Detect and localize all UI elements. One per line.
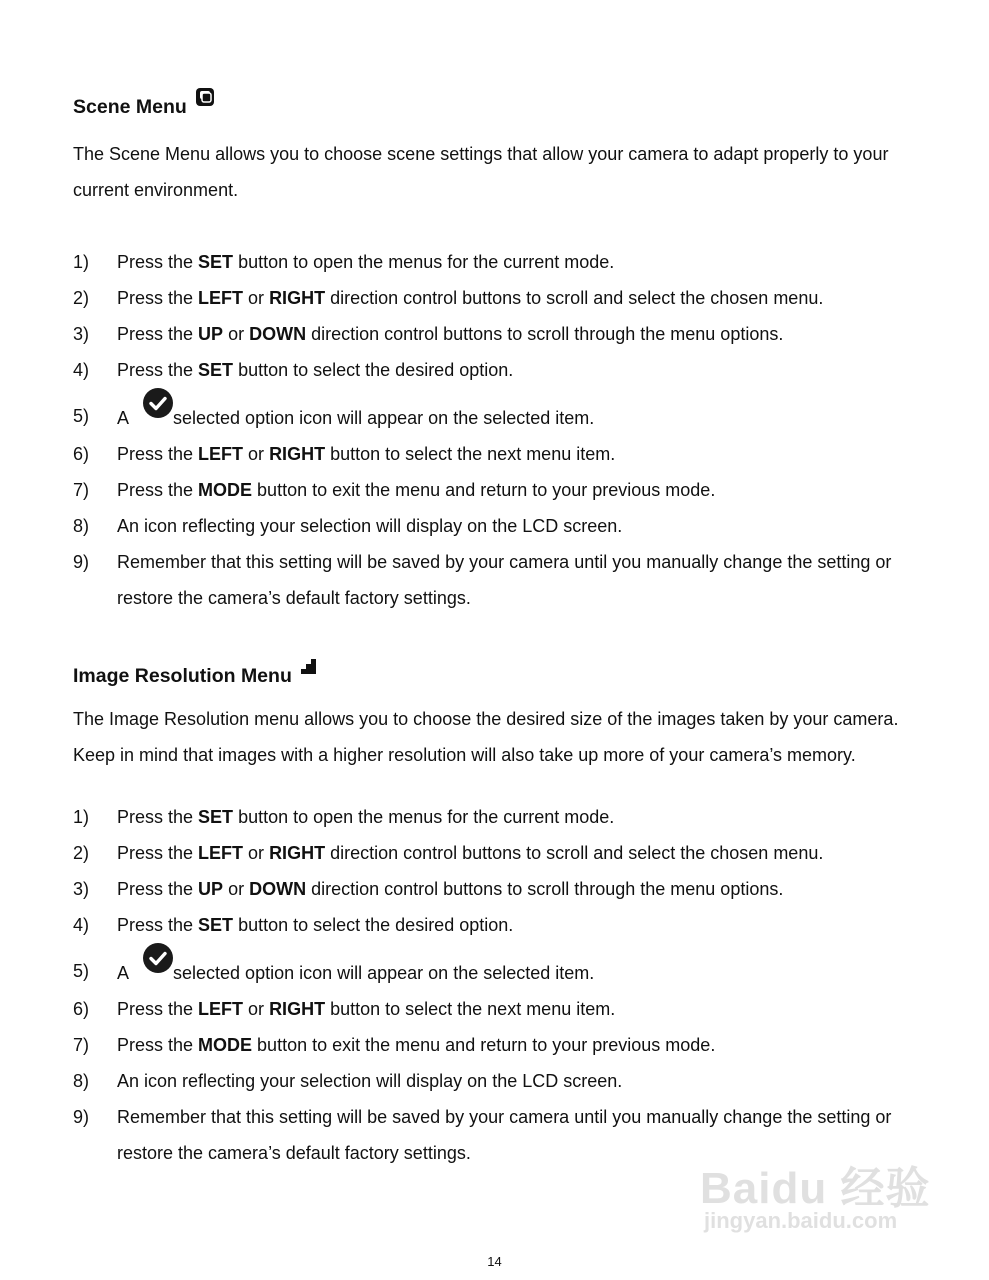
button-name: LEFT: [198, 843, 244, 863]
step-text-part: button to select the next menu item.: [325, 444, 616, 464]
list-item: [73, 436, 913, 472]
step-number: 1): [73, 807, 90, 827]
list-item: [73, 799, 913, 835]
step-text: [117, 508, 913, 544]
scene-icon: [195, 86, 215, 116]
step-number: 8): [73, 1071, 90, 1091]
step-text: [117, 799, 913, 835]
step-text-part: Press the: [117, 843, 199, 863]
list-item: [73, 316, 913, 352]
step-text: [117, 472, 913, 508]
step-number: 4): [73, 360, 90, 380]
list-item: [73, 1063, 913, 1099]
step-text-part: Remember that this setting will be saved by your camera until you manually change the setting or restore the camera’s default factory settings.: [117, 1107, 892, 1163]
step-number: 3): [73, 879, 90, 899]
step-text: [117, 316, 913, 352]
section-heading: [73, 92, 913, 122]
step-text-part: direction control buttons to scroll through the menu options.: [306, 324, 784, 344]
step-text: [117, 871, 913, 907]
step-number: 2): [73, 843, 90, 863]
button-name: UP: [198, 879, 224, 899]
step-text: [117, 953, 913, 991]
step-number: 7): [73, 1035, 90, 1055]
button-name: SET: [198, 915, 234, 935]
checkmark-icon: [143, 943, 173, 973]
button-name: RIGHT: [269, 843, 326, 863]
list-item: [73, 991, 913, 1027]
button-name: SET: [198, 252, 234, 272]
page-number: 14: [487, 1254, 502, 1269]
step-list: [73, 799, 913, 1171]
resolution-icon: [300, 655, 318, 685]
image-resolution-section: [73, 661, 913, 1171]
step-text-part: or: [243, 843, 270, 863]
step-text-part: Press the: [117, 360, 199, 380]
button-name: SET: [198, 360, 234, 380]
section-title: Image Resolution Menu: [73, 665, 292, 687]
step-text-part: button to select the desired option.: [233, 915, 514, 935]
step-text: [117, 907, 913, 943]
watermark-url: jingyan.baidu.com: [704, 1208, 898, 1233]
step-text-part: selected option icon will appear on the selected item.: [173, 963, 595, 983]
section-intro: The Image Resolution menu allows you to choose the desired size of the images taken by your camera. Keep in mind that images with a higher resolution will also take up more of your camera’s memory.: [73, 709, 899, 765]
step-list: [73, 244, 913, 616]
button-name: SET: [198, 807, 234, 827]
button-name: RIGHT: [269, 999, 326, 1019]
button-name: LEFT: [198, 288, 244, 308]
checkmark-icon: [143, 388, 173, 418]
step-text-part: Press the: [117, 252, 199, 272]
step-text: [117, 398, 913, 436]
button-name: RIGHT: [269, 444, 326, 464]
section-intro: The Scene Menu allows you to choose scene settings that allow your camera to adapt properly to your current environment.: [73, 144, 889, 200]
step-text-part: direction control buttons to scroll through the menu options.: [306, 879, 784, 899]
step-text: [117, 835, 913, 871]
step-text-part: An icon reflecting your selection will display on the LCD screen.: [117, 516, 623, 536]
step-text: [117, 544, 913, 616]
button-name: UP: [198, 324, 224, 344]
list-item: [73, 835, 913, 871]
step-text-part: selected option icon will appear on the selected item.: [173, 408, 595, 428]
section-heading: [73, 661, 913, 691]
step-text-part: or: [243, 288, 270, 308]
step-number: 5): [73, 406, 90, 426]
step-text-part: Press the: [117, 1035, 199, 1055]
step-text-part: Press the: [117, 288, 199, 308]
step-text-part: A: [117, 408, 130, 428]
section-title: Scene Menu: [73, 96, 187, 118]
step-text-part: direction control buttons to scroll and select the chosen menu.: [325, 843, 824, 863]
step-text: [117, 991, 913, 1027]
step-text-part: Press the: [117, 915, 199, 935]
step-text-part: Press the: [117, 324, 199, 344]
step-text: [117, 1063, 913, 1099]
step-text: [117, 436, 913, 472]
step-text-part: Press the: [117, 879, 199, 899]
list-item: [73, 472, 913, 508]
step-number: 3): [73, 324, 90, 344]
step-text: [117, 280, 913, 316]
step-number: 1): [73, 252, 90, 272]
step-text-part: button to open the menus for the current mode.: [233, 252, 615, 272]
step-number: 8): [73, 516, 90, 536]
list-item: [73, 907, 913, 943]
step-text-part: or: [243, 444, 270, 464]
step-text-part: button to exit the menu and return to your previous mode.: [252, 1035, 716, 1055]
step-text: [117, 244, 913, 280]
step-text-part: An icon reflecting your selection will display on the LCD screen.: [117, 1071, 623, 1091]
step-text: [117, 352, 913, 388]
step-text-part: Remember that this setting will be saved by your camera until you manually change the setting or restore the camera’s default factory settings.: [117, 552, 892, 608]
watermark: [700, 1130, 940, 1240]
step-text-part: Press the: [117, 444, 199, 464]
button-name: LEFT: [198, 999, 244, 1019]
step-text-part: or: [223, 324, 250, 344]
list-item: [73, 871, 913, 907]
list-item: [73, 398, 913, 436]
step-number: 9): [73, 1107, 90, 1127]
step-text-part: A: [117, 963, 130, 983]
step-number: 4): [73, 915, 90, 935]
list-item: [73, 953, 913, 991]
step-text-part: button to open the menus for the current mode.: [233, 807, 615, 827]
step-number: 5): [73, 961, 90, 981]
step-number: 7): [73, 480, 90, 500]
step-text-part: button to exit the menu and return to your previous mode.: [252, 480, 716, 500]
list-item: [73, 508, 913, 544]
step-text-part: or: [243, 999, 270, 1019]
watermark-brand: Baidu 经验: [700, 1164, 931, 1213]
step-number: 6): [73, 999, 90, 1019]
step-text-part: Press the: [117, 480, 199, 500]
list-item: [73, 244, 913, 280]
step-number: 9): [73, 552, 90, 572]
step-text-part: or: [223, 879, 250, 899]
list-item: [73, 1027, 913, 1063]
step-text-part: Press the: [117, 999, 199, 1019]
button-name: RIGHT: [269, 288, 326, 308]
step-text-part: Press the: [117, 807, 199, 827]
step-text-part: direction control buttons to scroll and select the chosen menu.: [325, 288, 824, 308]
button-name: DOWN: [249, 324, 307, 344]
list-item: [73, 352, 913, 388]
button-name: MODE: [198, 1035, 253, 1055]
list-item: [73, 280, 913, 316]
button-name: LEFT: [198, 444, 244, 464]
step-text-part: button to select the desired option.: [233, 360, 514, 380]
step-number: 2): [73, 288, 90, 308]
step-text: [117, 1027, 913, 1063]
step-number: 6): [73, 444, 90, 464]
list-item: [73, 544, 913, 616]
button-name: DOWN: [249, 879, 307, 899]
step-text-part: button to select the next menu item.: [325, 999, 616, 1019]
button-name: MODE: [198, 480, 253, 500]
scene-menu-section: [73, 92, 913, 616]
